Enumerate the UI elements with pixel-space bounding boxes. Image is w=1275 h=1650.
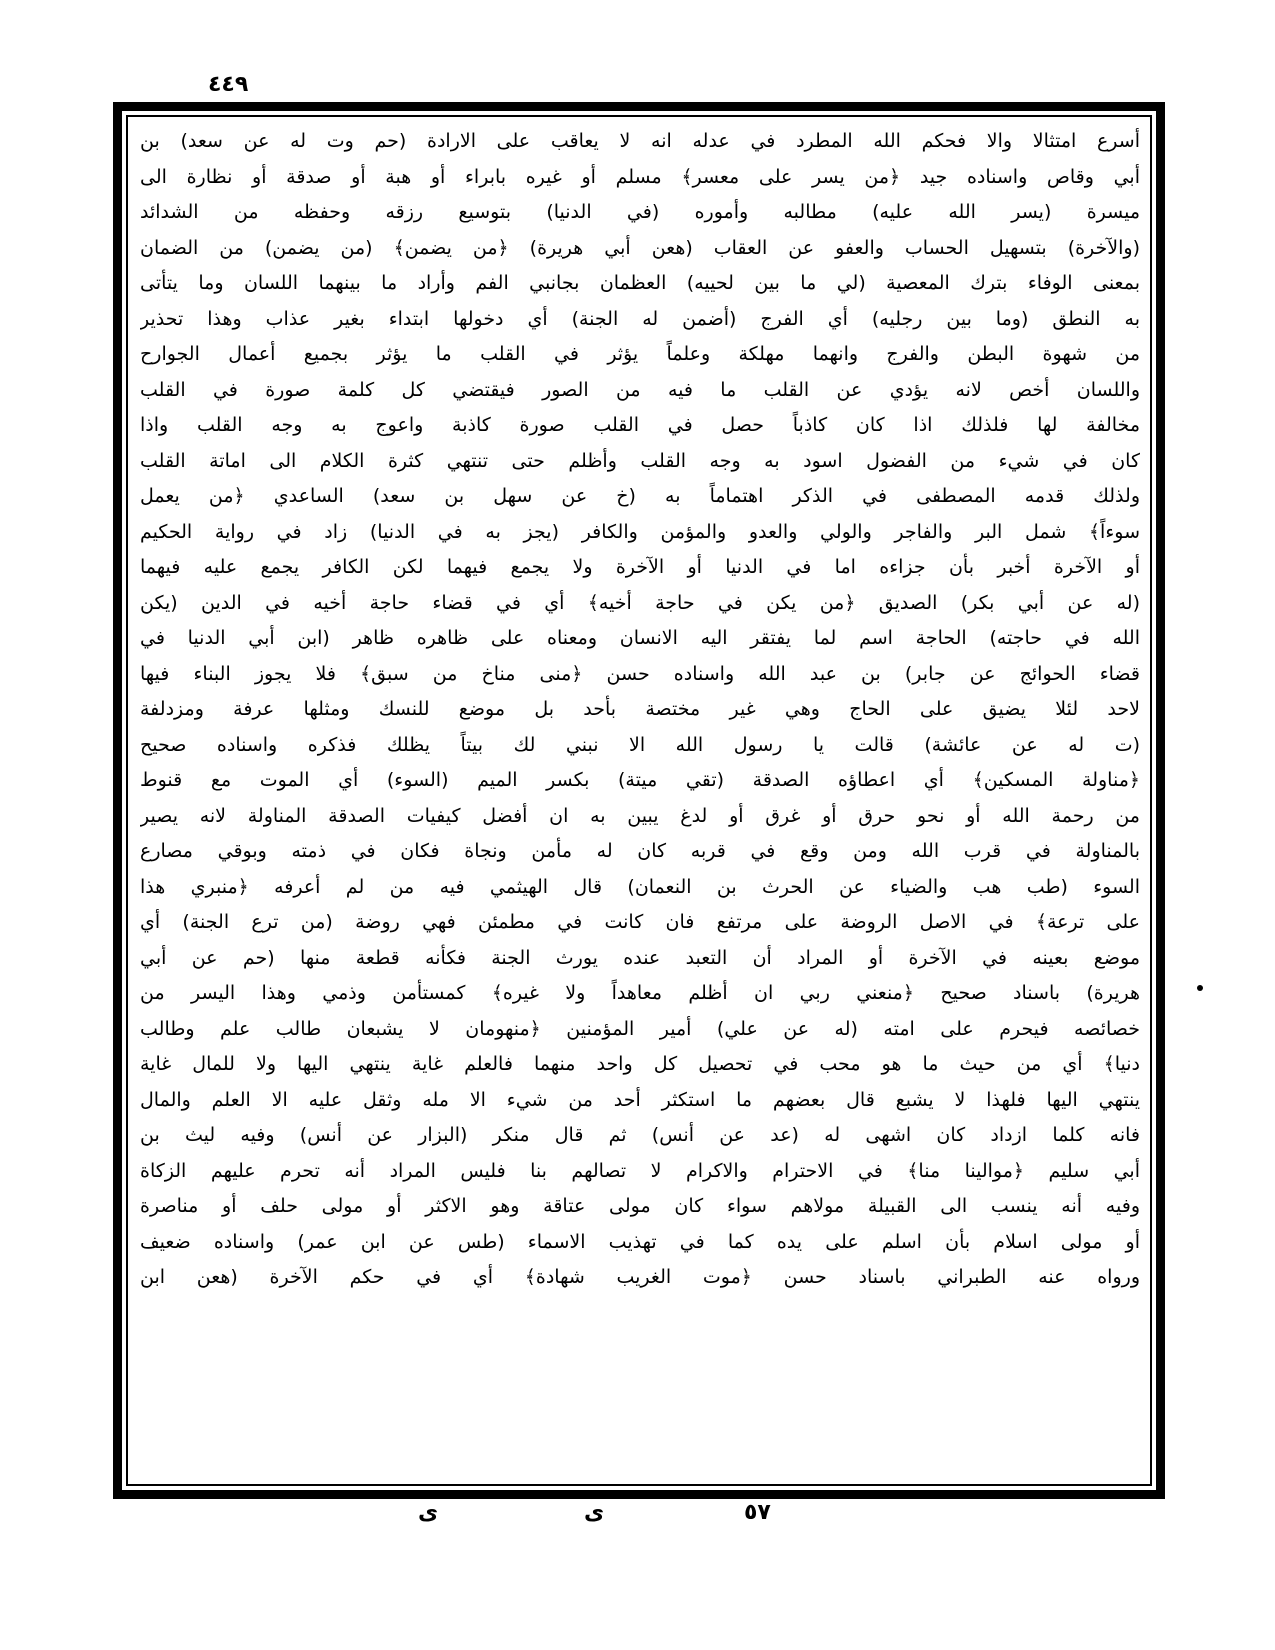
text-line: بالمناولة في قرب الله ومن وقع في قربه كان له مأمن ونجاة فكان في ذمته وبوقي مصارع xyxy=(140,840,1140,862)
signature-mark-middle: ى xyxy=(584,1500,605,1525)
footer-signature xyxy=(0,1500,1275,1540)
text-line: خصائصه فيحرم على امته (له عن علي) أمير المؤمنين ﴿منهومان لا يشبعان طالب علم وطالب xyxy=(140,1017,1140,1040)
text-line: ميسرة (يسر الله عليه) مطالبه وأموره (في الدنيا) بتوسيع رزقه وحفظه من الشدائد xyxy=(140,201,1140,223)
text-line: (ت له عن عائشة) قالت يا رسول الله الا نبني لك بيتاً يظلك فذكره واسناده صحيح xyxy=(140,733,1140,756)
text-line: هريرة) باسناد صحيح ﴿منعني ربي ان أظلم معاهداً ولا غيره﴾ كمستأمن وذمي وهذا اليسر من xyxy=(140,982,1140,1004)
text-line: قضاء الحوائج عن جابر) بن عبد الله واسناده حسن ﴿منى مناخ من سبق﴾ فلا يجوز البناء فيها xyxy=(140,662,1140,685)
text-line: مخالفة لها فلذلك اذا كان كاذباً حصل في القلب صورة كاذبة واعوج به وجه القلب واذا xyxy=(140,414,1140,436)
signature-number: ٥٧ xyxy=(744,1500,771,1525)
text-line: ينتهي اليها فلهذا لا يشبع قال بعضهم ما استكثر أحد من شيء الا مله وثقل عليه الا العلم والمال xyxy=(140,1088,1140,1111)
text-line: أو الآخرة أخبر بأن جزاءه اما في الدنيا أو الآخرة ولا يجمع فيهما لكن الكافر يجمع عليه فيهما xyxy=(140,556,1140,578)
page-number: ٤٤٩ xyxy=(208,72,249,97)
text-line: أسرع امتثالا والا فحكم الله المطرد في عدله انه لا يعاقب على الارادة (حم وت له عن سعد) بن xyxy=(140,130,1140,152)
text-line: أبي وقاص واسناده جيد ﴿من يسر على معسر﴾ مسلم أو غيره بابراء أو هبة أو صدقة أو نظارة الى xyxy=(140,165,1140,188)
text-line: ﴿مناولة المسكين﴾ أي اعطاؤه الصدقة (تقي ميتة) بكسر الميم (السوء) أي الموت مع قنوط xyxy=(140,769,1140,791)
text-line: وفيه أنه ينسب الى القبيلة مولاهم سواء كان مولى عتاقة وهو الاكثر أو مولى حلف أو مناصرة xyxy=(140,1195,1140,1217)
text-line: الله في حاجته) الحاجة اسم لما يفتقر اليه الانسان ومعناه على ظاهره ظاهر (ابن أبي الدنيا في xyxy=(140,627,1140,649)
text-line: كان في شيء من الفضول اسود به وجه القلب وأظلم حتى تنتهي كثرة الكلام الى اماتة القلب xyxy=(140,449,1140,472)
text-line: ولذلك قدمه المصطفى في الذكر اهتماماً به (خ عن سهل بن سعد) الساعدي ﴿من يعمل xyxy=(140,485,1140,507)
text-line: ورواه عنه الطبراني باسناد حسن ﴿موت الغريب شهادة﴾ أي في حكم الآخرة (هعن ابن xyxy=(140,1266,1140,1288)
text-line: موضع بعينه في الآخرة أو المراد أن التعبد عنده يورث الجنة فكأنه قطعة منها (حم عن أبي xyxy=(140,946,1140,969)
text-line: دنيا﴾ أي من حيث ما هو محب في تحصيل كل واحد منهما فالعلم غاية ينتهي اليها ولا للمال غاية xyxy=(140,1053,1140,1075)
text-line: (له عن أبي بكر) الصديق ﴿من يكن في حاجة أخيه﴾ أي في قضاء حاجة أخيه في الدين (يكن xyxy=(140,591,1140,614)
text-line: على ترعة﴾ في الاصل الروضة على مرتفع فان كانت في مطمئن فهي روضة (من ترع الجنة) أي xyxy=(140,911,1140,933)
text-line: فانه كلما ازداد كان اشهى له (عد عن أنس) ثم قال منكر (البزار عن أنس) وفيه ليث بن xyxy=(140,1124,1140,1146)
text-line: به النطق (وما بين رجليه) أي الفرج (أضمن له الجنة) أي دخولها ابتداء بغير عذاب وهذا تحذير xyxy=(140,307,1140,330)
text-line: بمعنى الوفاء بترك المعصية (لي ما بين لحييه) العظمان بجانبي الفم وأراد ما بينهما اللسان وما يتأتى xyxy=(140,272,1140,294)
text-line: من رحمة الله أو نحو حرق أو غرق أو لدغ يبين به ان أفضل كيفيات الصدقة المناولة لانه يصير xyxy=(140,804,1140,827)
text-line: سوءاً﴾ شمل البر والفاجر والولي والعدو والمؤمن والكافر (يجز به في الدنيا) زاد في رواية الحكيم xyxy=(140,520,1140,543)
ink-dot xyxy=(1197,985,1203,991)
text-line: أو مولى اسلام بأن اسلم على يده كما في تهذيب الاسماء (طس عن ابن عمر) واسناده ضعيف xyxy=(140,1230,1140,1253)
text-line: السوء (طب هب والضياء عن الحرث بن النعمان) قال الهيثمي فيه من لم أعرفه ﴿منبري هذا xyxy=(140,875,1140,898)
text-line: واللسان أخص لانه يؤدي عن القلب ما فيه من الصور فيقتضي كل كلمة صورة في القلب xyxy=(140,378,1140,401)
main-text xyxy=(140,124,1140,1476)
text-line: (والآخرة) بتسهيل الحساب والعفو عن العقاب (هعن أبي هريرة) ﴿من يضمن﴾ (من يضمن) من الضمان xyxy=(140,236,1140,259)
text-line: لاحد لئلا يضيق على الحاج وهي غير مختصة بأحد بل موضع للنسك ومثلها عرفة ومزدلفة xyxy=(140,698,1140,720)
text-line: من شهوة البطن والفرج وانهما مهلكة وعلماً يؤثر في القلب ما يؤثر بجميع أعمال الجوارح xyxy=(140,343,1140,365)
signature-mark-left: ى xyxy=(418,1500,439,1525)
text-line: أبي سليم ﴿موالينا منا﴾ في الاحترام والاكرام لا تصالهم بنا فليس المراد أنه تحرم عليهم الزكاة xyxy=(140,1159,1140,1182)
